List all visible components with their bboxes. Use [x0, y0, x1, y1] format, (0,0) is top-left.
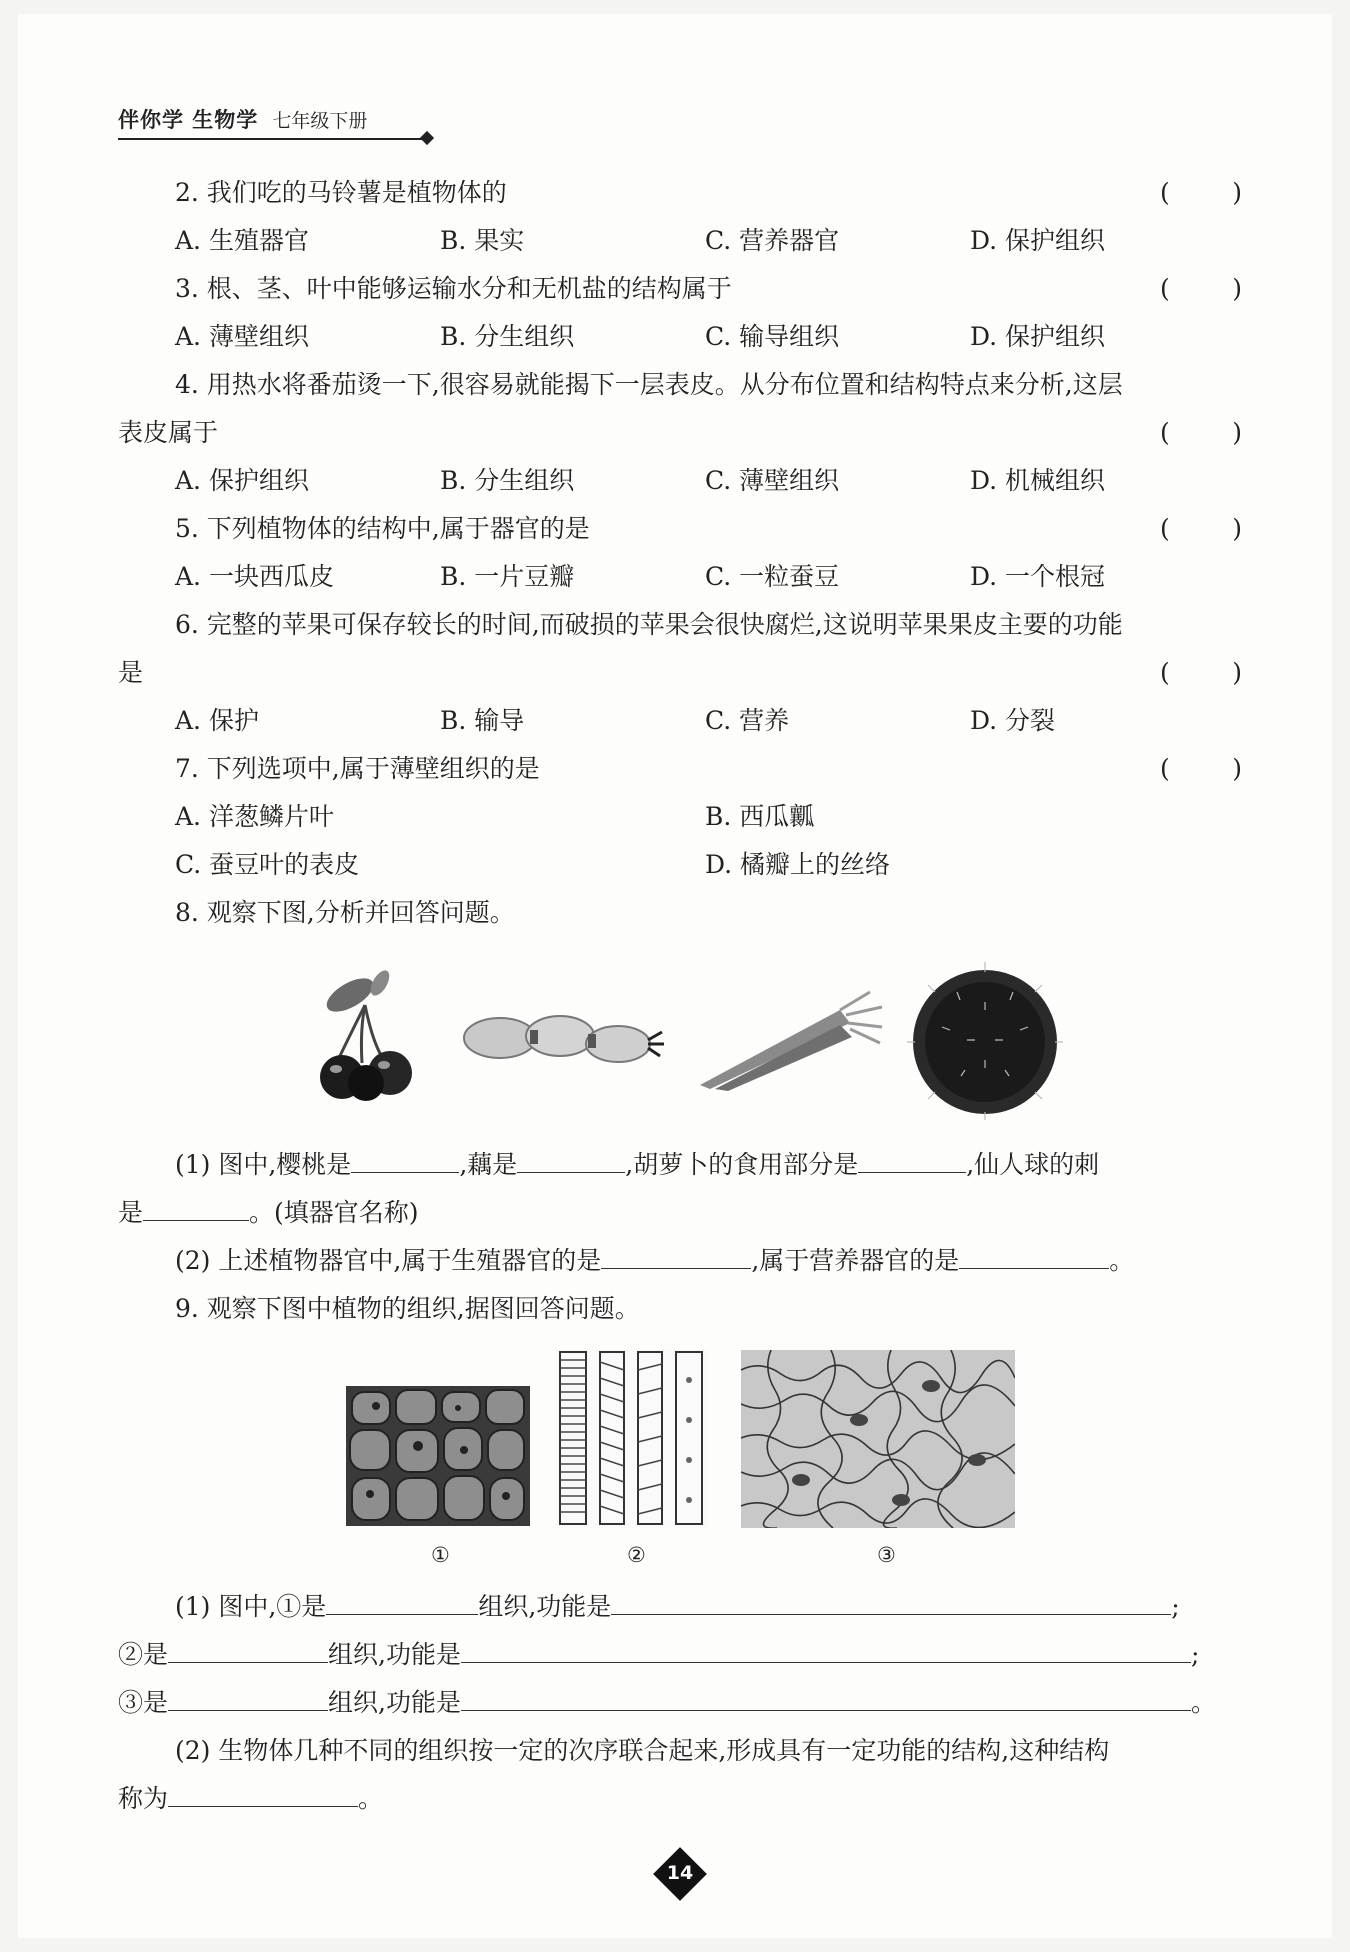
q9-tissue2-blank[interactable] — [168, 1638, 328, 1663]
q4-answer-paren[interactable]: ( ) — [1160, 418, 1242, 447]
grade-label: 七年级下册 — [272, 110, 368, 132]
q5-option-a: A. 一块西瓜皮 — [175, 562, 334, 591]
q8-cactus-blank[interactable] — [143, 1196, 249, 1221]
q7-option-b: B. 西瓜瓤 — [705, 802, 815, 831]
carrot-figure — [690, 985, 890, 1095]
figure-caption-2: ② — [627, 1543, 646, 1567]
q2-option-b: B. 果实 — [440, 226, 525, 255]
q6-stem-line2: 是 — [118, 658, 144, 687]
q9-function1-blank[interactable] — [611, 1590, 1171, 1615]
protective-tissue-figure — [741, 1350, 1015, 1528]
q5-option-b: B. 一片豆瓣 — [440, 562, 575, 591]
q2-answer-paren[interactable]: ( ) — [1160, 178, 1242, 207]
q8-cherry-blank[interactable] — [351, 1148, 459, 1173]
q2-option-a: A. 生殖器官 — [175, 226, 309, 255]
cherry-figure — [310, 965, 430, 1105]
figure-caption-3: ③ — [877, 1543, 896, 1567]
q8-part1-line1: (1) 图中,樱桃是 ,藕是 ,胡萝卜的食用部分是 ,仙人球的刺 — [175, 1150, 1100, 1179]
conducting-tissue-figure — [556, 1350, 708, 1528]
q9-tissue3-blank[interactable] — [168, 1686, 328, 1711]
header-rule — [118, 138, 426, 140]
q8-part1-line2: 是 。(填器官名称) — [118, 1198, 419, 1227]
q8-carrot-blank[interactable] — [858, 1148, 966, 1173]
q5-option-d: D. 一个根冠 — [970, 562, 1106, 591]
q9-tissue1-blank[interactable] — [326, 1590, 478, 1615]
q5-option-c: C. 一粒蚕豆 — [705, 562, 840, 591]
lotus-root-figure — [460, 1000, 670, 1080]
q2-option-c: C. 营养器官 — [705, 226, 840, 255]
q9-part1-line2: ②是 组织,功能是 ; — [118, 1640, 1200, 1669]
page-number-badge — [658, 1852, 702, 1896]
q8-vegetative-blank[interactable] — [959, 1244, 1109, 1269]
q4-option-d: D. 机械组织 — [970, 466, 1106, 495]
q9-function2-blank[interactable] — [461, 1638, 1191, 1663]
q3-answer-paren[interactable]: ( ) — [1160, 274, 1242, 303]
q5-stem: 5. 下列植物体的结构中,属于器官的是 — [175, 514, 590, 543]
q9-part1-line1: (1) 图中,①是 组织,功能是 ; — [175, 1592, 1180, 1621]
q6-stem-line1: 6. 完整的苹果可保存较长的时间,而破损的苹果会很快腐烂,这说明苹果果皮主要的功能 — [175, 610, 1123, 639]
q6-option-c: C. 营养 — [705, 706, 790, 735]
q7-option-a: A. 洋葱鳞片叶 — [175, 802, 334, 831]
q2-option-d: D. 保护组织 — [970, 226, 1106, 255]
q3-option-d: D. 保护组织 — [970, 322, 1106, 351]
q9-organ-blank[interactable] — [168, 1782, 358, 1807]
q8-stem: 8. 观察下图,分析并回答问题。 — [175, 898, 515, 927]
q4-stem-line1: 4. 用热水将番茄烫一下,很容易就能揭下一层表皮。从分布位置和结构特点来分析,这层 — [175, 370, 1123, 399]
q4-stem-line2: 表皮属于 — [118, 418, 219, 447]
q3-option-a: A. 薄壁组织 — [175, 322, 309, 351]
q2-stem: 2. 我们吃的马铃薯是植物体的 — [175, 178, 507, 207]
header — [118, 104, 438, 138]
q6-option-b: B. 输导 — [440, 706, 525, 735]
q9-function3-blank[interactable] — [461, 1686, 1191, 1711]
q5-answer-paren[interactable]: ( ) — [1160, 514, 1242, 543]
q9-part2-line1: (2) 生物体几种不同的组织按一定的次序联合起来,形成具有一定功能的结构,这种结构 — [175, 1736, 1110, 1765]
q7-option-d: D. 橘瓣上的丝络 — [705, 850, 891, 879]
q9-stem: 9. 观察下图中植物的组织,据图回答问题。 — [175, 1294, 640, 1323]
q7-answer-paren[interactable]: ( ) — [1160, 754, 1242, 783]
figure-caption-1: ① — [431, 1543, 450, 1567]
q7-option-c: C. 蚕豆叶的表皮 — [175, 850, 360, 879]
parenchyma-tissue-figure — [346, 1386, 530, 1526]
q4-option-b: B. 分生组织 — [440, 466, 575, 495]
q3-stem: 3. 根、茎、叶中能够运输水分和无机盐的结构属于 — [175, 274, 732, 303]
q6-option-d: D. 分裂 — [970, 706, 1056, 735]
q8-lotus-blank[interactable] — [517, 1148, 625, 1173]
brand-title: 伴你学 生物学 — [118, 108, 259, 132]
cactus-ball-figure — [905, 960, 1065, 1120]
q3-option-c: C. 输导组织 — [705, 322, 840, 351]
q8-part2: (2) 上述植物器官中,属于生殖器官的是 ,属于营养器官的是 。 — [175, 1246, 1135, 1275]
q9-part2-line2: 称为 。 — [118, 1784, 384, 1813]
q8-reproductive-blank[interactable] — [601, 1244, 751, 1269]
page-number: 14 — [666, 1862, 694, 1884]
q9-part1-line3: ③是 组织,功能是 。 — [118, 1688, 1216, 1717]
q6-option-a: A. 保护 — [175, 706, 259, 735]
q6-answer-paren[interactable]: ( ) — [1160, 658, 1242, 687]
q3-option-b: B. 分生组织 — [440, 322, 575, 351]
q7-stem: 7. 下列选项中,属于薄壁组织的是 — [175, 754, 540, 783]
q4-option-c: C. 薄壁组织 — [705, 466, 840, 495]
q4-option-a: A. 保护组织 — [175, 466, 309, 495]
